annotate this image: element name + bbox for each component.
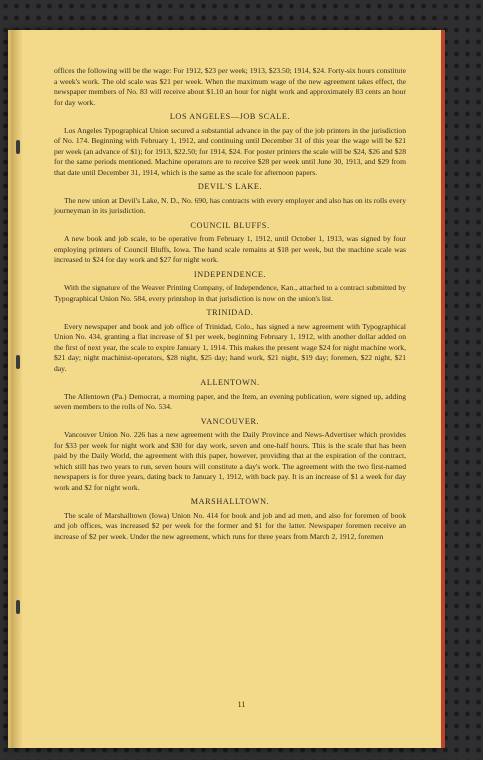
paragraph-trinidad: Every newspaper and book and job office of Trinidad, Colo., has signed a new agreement with Typographical Union No. 434, granting a flat increase of $1 per week, beginning February 1, 1912, with another dollar added on the first of next year, the scale to expire January 1, 1914. This makes the present wage $24 for night machine work, $21 day; night machinist-operators, $28 night, $25 day; hand work, $21 night, $19 day; foremen, $22 night, $21 day. <box>54 321 406 373</box>
page-edge <box>441 30 445 748</box>
heading-marshalltown: MARSHALLTOWN. <box>190 497 270 506</box>
binding-hole <box>16 140 20 154</box>
paragraph-independence: With the signature of the Weaver Printing Company, of Independence, Kan., attached to a contract submitted by Typographical Union No. 584, every printshop in that jurisdiction is now on the union's list. <box>54 283 406 303</box>
heading-allentown: ALLENTOWN. <box>200 378 260 387</box>
page-spine <box>11 30 23 748</box>
article-body <box>54 66 406 546</box>
heading-devils-lake: DEVIL'S LAKE. <box>197 182 263 191</box>
page-number: 11 <box>237 700 246 709</box>
heading-council-bluffs: COUNCIL BLUFFS. <box>190 220 270 230</box>
paragraph-allentown: The Allentown (Pa.) Democrat, a morning paper, and the Item, an evening publication, were signed up, adding seven members to the rolls of No. 534. <box>54 391 406 411</box>
paragraph-los-angeles: Los Angeles Typographical Union secured a substantial advance in the pay of the job printers in the jurisdiction of No. 174. Beginning with February 1, 1912, and continuing until December 31 of this year the wage will be $21 per week (an advance of $1); for 1913, $22.50; for 1914, $24. For poster printers the scale will be $24, $26 and $28 for the same periods mentioned. Machine operators are to receive $28 per week until June 30, 1913, and $29 from that date until December 31, 1914, which is the same as the scale for afternoon papers. <box>54 125 406 177</box>
paragraph-intro: offices the following will be the wage: For 1912, $23 per week; 1913, $23.50; 1914, $24. Forty-six hours constitute a week's work. The old scale was $21 per week. When the maximum wage of the new agreement takes effect, the newspaper members of No. 83 will receive about $1.10 an hour for night work and approximately 83 cents an hour for day work. <box>54 66 406 107</box>
paragraph-vancouver: Vancouver Union No. 226 has a new agreement with the Daily Province and News-Advertiser which provides for $33 per week for night work and $30 for day work, seven and one-half hours. This is the scale that has been paid by the Daily World, the agreement with this paper, however, providing that at the expiration of the contract, which still has two years to run, seven hours will constitute a day's work. The agreement with the two first-named newspapers is for three years, dating back to January 1, 1912, with back pay. It is an increase of $1 a week for day work and $2 for night work. <box>54 430 406 492</box>
heading-los-angeles: LOS ANGELES—JOB SCALE. <box>169 112 291 121</box>
heading-trinidad: TRINIDAD. <box>206 308 254 317</box>
heading-vancouver: VANCOUVER. <box>200 416 260 426</box>
binding-hole <box>16 355 20 369</box>
paragraph-marshalltown: The scale of Marshalltown (Iowa) Union No. 414 for book and job and ad men, and also for foremen of book and job offices, was increased $2 per week for the former and $1 for the latter. Newspaper foremen receive an increase of $2 per week. Under the new agreement, which runs for three years from March 2, 1912, foremen <box>54 510 406 541</box>
paragraph-council-bluffs: A new book and job scale, to be operative from February 1, 1912, until October 1, 1913, was signed by four employing printers of Council Bluffs, Iowa. The hand scale remains at $18 per week, but the machine scale was increased to $24 for day work and $27 for night work. <box>54 234 406 264</box>
binding-hole <box>16 600 20 614</box>
paragraph-devils-lake: The new union at Devil's Lake, N. D., No. 690, has contracts with every employer and also has on its rolls every journeyman in its jurisdiction. <box>54 195 406 215</box>
heading-independence: INDEPENDENCE. <box>193 269 267 279</box>
